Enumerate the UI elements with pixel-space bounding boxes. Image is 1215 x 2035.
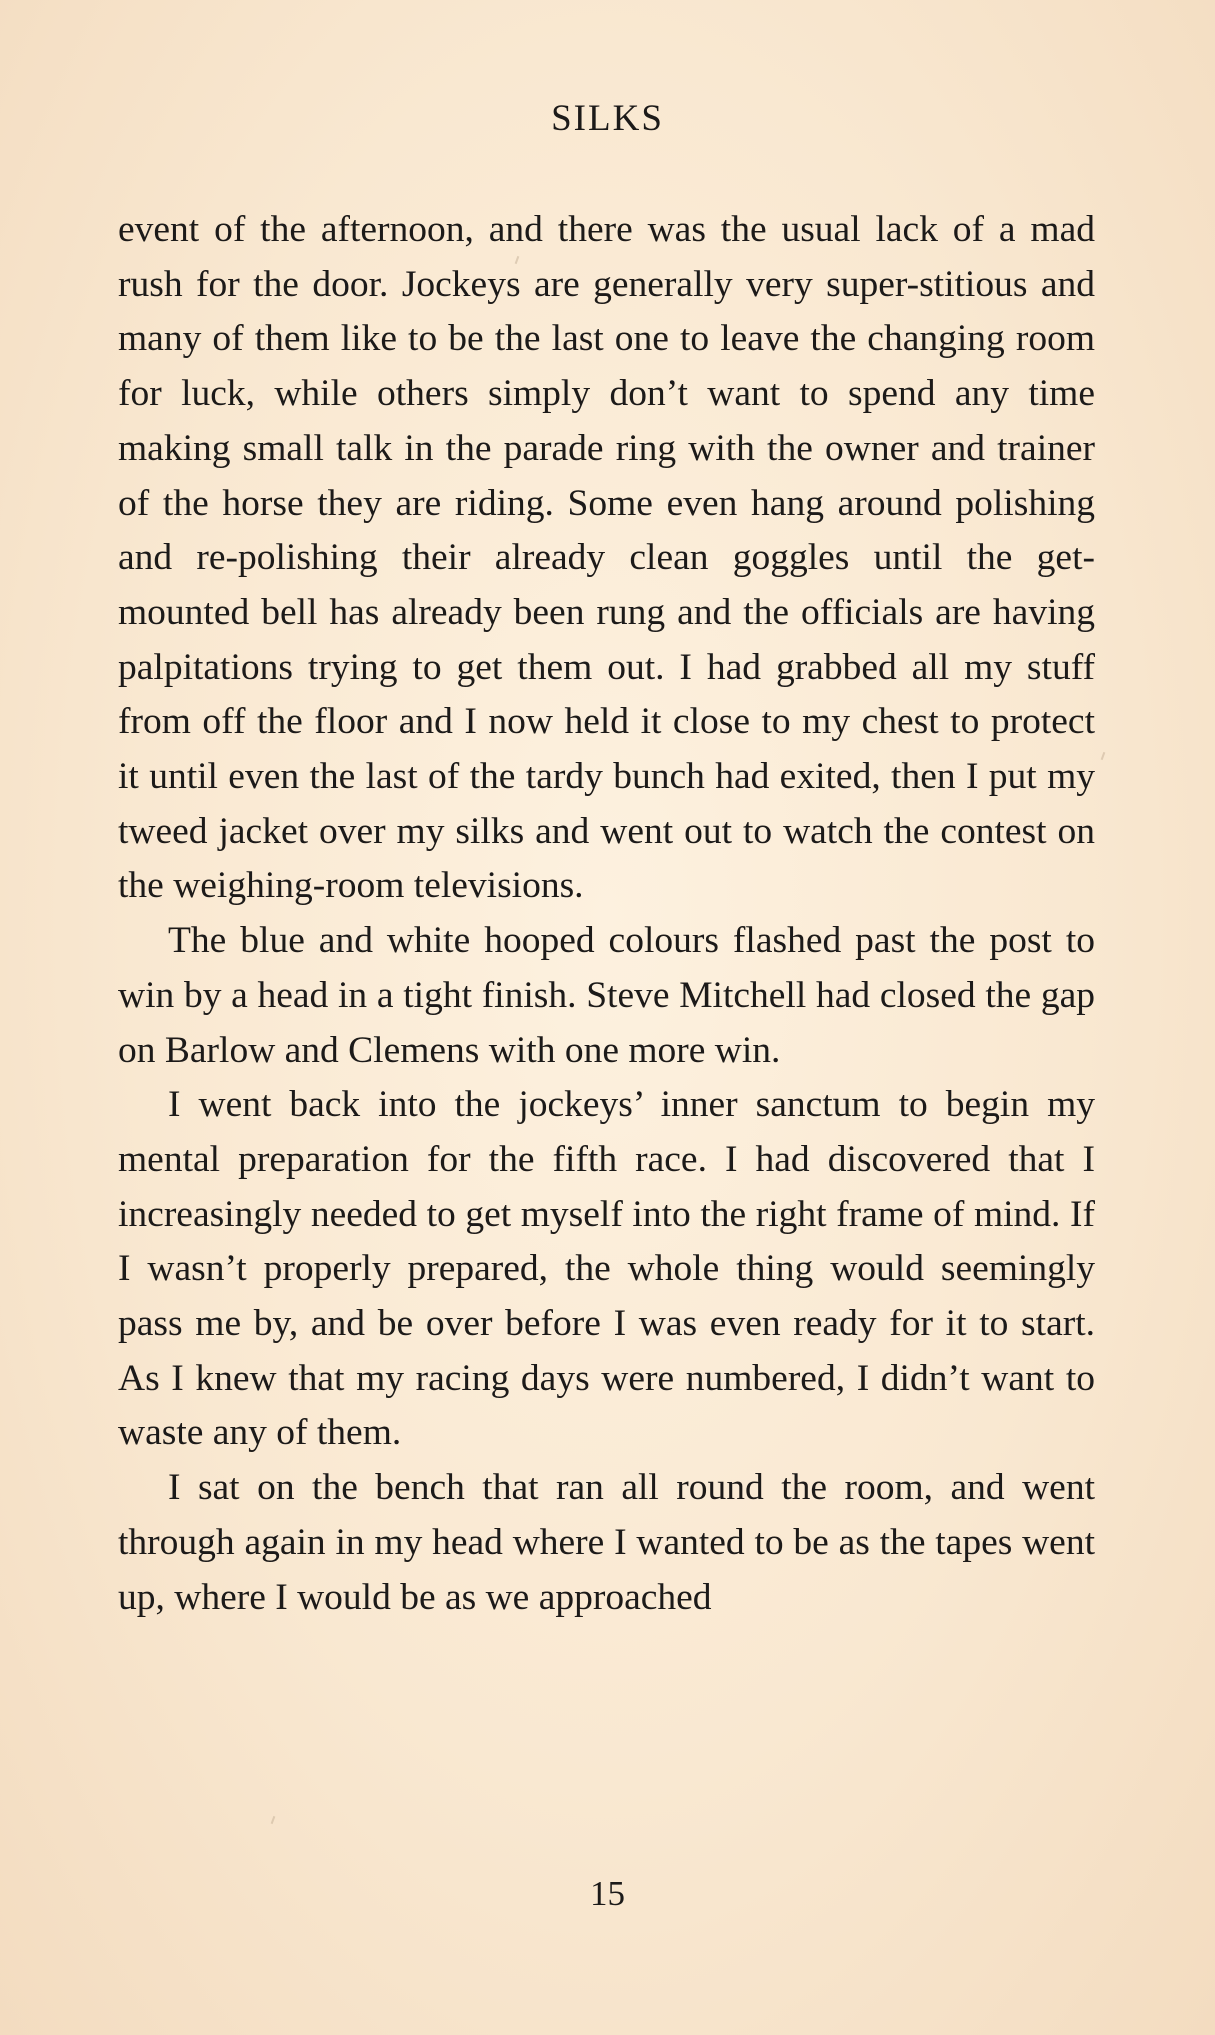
paragraph-4: I sat on the bench that ran all round the room, and went through again in my head where I wanted to be as the tapes went up, where I would be as we approached bbox=[118, 1467, 1095, 1618]
page-number: 15 bbox=[590, 1874, 625, 1913]
body-text bbox=[118, 203, 1095, 1625]
paragraph-2: The blue and white hooped colours flashed past the post to win by a head in a tight finish. Steve Mitchell had closed the gap on Barlow and Clemens with one more win. bbox=[118, 920, 1095, 1071]
paper-speck bbox=[1101, 752, 1106, 760]
paper-speck bbox=[271, 1816, 276, 1824]
running-head: SILKS bbox=[551, 98, 664, 139]
paragraph-1: event of the afternoon, and there was the usual lack of a mad rush for the door. Jockeys are generally very super-stitious and many of them like to be the last one to leave the changing room for luck, while others simply don’t want to spend any time making small talk in the parade ring with the owner and trainer of the horse they are riding. Some even hang around polishing and re-polishing their already clean goggles until the get-mounted bell has already been rung and the officials are having palpitations trying to get them out. I had grabbed all my stuff from off the floor and I now held it close to my chest to protect it until even the last of the tardy bunch had exited, then I put my tweed jacket over my silks and went out to watch the contest on the weighing-room televisions. bbox=[118, 209, 1095, 907]
paragraph-3: I went back into the jockeys’ inner sanctum to begin my mental preparation for the fifth race. I had discovered that I increasingly needed to get myself into the right frame of mind. If I wasn’t properly prepared, the whole thing would seemingly pass me by, and be over before I was even ready for it to start. As I knew that my racing days were numbered, I didn’t want to waste any of them. bbox=[118, 1084, 1095, 1454]
